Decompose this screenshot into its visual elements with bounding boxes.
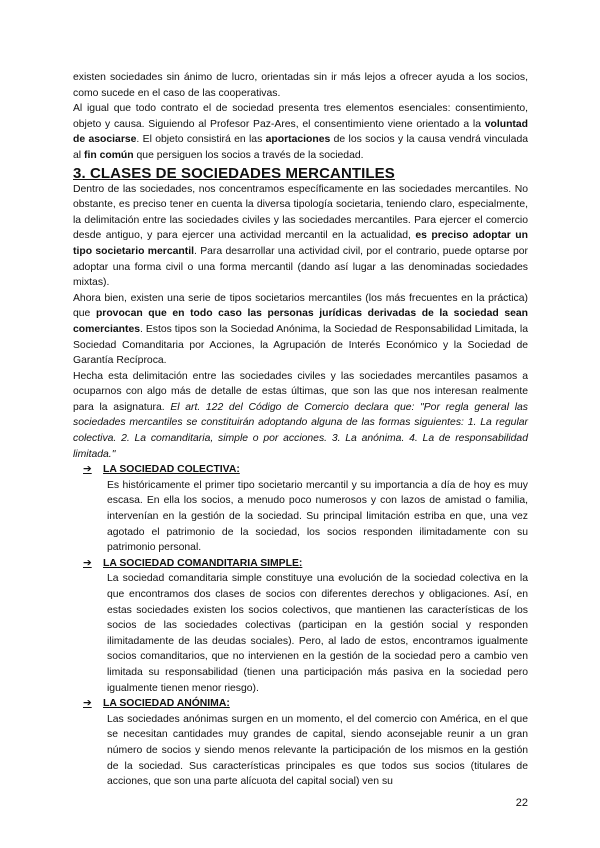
bold-run: aportaciones — [265, 134, 331, 146]
document-page — [73, 70, 528, 790]
bullet-heading-colectiva — [83, 462, 528, 478]
text-run: de los socios y la causa vendrá vinculada al — [73, 134, 528, 161]
section-paragraph-2 — [73, 291, 528, 369]
section-paragraph-3 — [73, 369, 528, 463]
text-run: . Para desarrollar una actividad civil, por el contrario, puede optarse por adoptar una forma civil o una forma mercantil (dando así lugar a las denominadas sociedades mixtas). — [73, 245, 528, 289]
bullet-heading-anonima — [83, 696, 528, 712]
arrow-right-icon: ➔ — [83, 557, 92, 569]
text-run: Ahora bien, existen una serie de tipos societarios mercantiles (los más frecuentes en la práctica) que — [73, 292, 528, 320]
text-run: que persiguen los socios a través de la sociedad. — [133, 149, 364, 161]
bullet-heading-text: LA SOCIEDAD COMANDITARIA SIMPLE: — [103, 557, 303, 569]
bold-run: es preciso adoptar un tipo societario mercantil — [73, 230, 528, 257]
page-number: 22 — [515, 797, 528, 809]
section-heading: 3. CLASES DE SOCIEDADES MERCANTILES — [73, 164, 395, 182]
text-run: . El objeto consistirá en las — [136, 134, 266, 146]
text-run: Dentro de las sociedades, nos concentramos específicamente en las sociedades mercantiles. No obstante, es preciso tener en cuenta la diversa tipología societaria, teniendo claro, especialmente, la delimitación entre las sociedades civiles y las sociedades mercantiles. Para ejercer el comercio desde antiguo, y para ejercer una actividad mercantil en la actualidad, — [73, 183, 528, 242]
bullet-heading-text: LA SOCIEDAD ANÓNIMA: — [103, 698, 230, 710]
italic-quote: El art. 122 del Código de Comercio declara que: "Por regla general las sociedades mercantiles se constituirán adoptando alguna de las formas siguientes: 1. La regular colectiva. 2. La comanditaria, simple o por acciones. 3. La anónima. 4. La de responsabilidad limitada." — [73, 401, 528, 460]
bold-run: voluntad de asociarse — [73, 118, 528, 146]
bold-run: fin común — [83, 149, 134, 161]
text-run: Hecha esta delimitación entre las sociedades civiles y las sociedades mercantiles pasamos a ocuparnos con algo más de detalle de estas últimas, que son las que nos interesan realmente para la asignatura. — [73, 370, 528, 413]
intro-paragraph-1: existen sociedades sin ánimo de lucro, orientadas sin ir más lejos a ofrecer ayuda a los socios, como sucede en el caso de las cooperativas. — [73, 72, 528, 99]
section-paragraph-1 — [73, 182, 528, 291]
text-run: Al igual que todo contrato el de sociedad presenta tres elementos esenciales: consentimiento, objeto y causa. Siguiendo al Profesor Paz-Ares, el consentimiento viene orientado a la — [73, 103, 528, 130]
bullet-heading-text: LA SOCIEDAD COLECTIVA: — [103, 464, 240, 476]
bullet-heading-comanditaria — [83, 556, 528, 572]
text-run: . Estos tipos son la Sociedad Anónima, la Sociedad de Responsabilidad Limitada, la Sociedad Comanditaria por Acciones, la Agrupación de Interés Económico y la Sociedad de Garantía Recíproca. — [73, 323, 528, 367]
bold-run: provocan que en todo caso las personas jurídicas derivadas de la sociedad sean comerciantes — [73, 308, 528, 335]
bullet-text-comanditaria: La sociedad comanditaria simple constituye una evolución de la sociedad colectiva en la que encontramos dos clases de socios con diferentes derechos y obligaciones. Así, en estas sociedades existen los socios colectivos, que mantienen las características de los socios de las sociedades colectivas (participan en la gestión social y responden ilimitadamente de las deudas sociales). Pero, al lado de estos, encontramos igualmente socios comanditarios, que no intervienen en la gestión de la sociedad pero a cambio ven limitada su responsabilidad (tienen una participación más pasiva en la sociedad pero igualmente tienen menor riesgo). — [107, 573, 528, 694]
bullet-text-anonima: Las sociedades anónimas surgen en un momento, el del comercio con América, en el que se necesitan cantidades muy grandes de capital, siendo aconsejable reunir a un gran número de socios y siendo menos relevante la participación de los mismos en la gestión de la sociedad. Sus características principales es que todos sus socios (titulares de acciones, que son una parte alícuota del capital social) ven su — [107, 713, 528, 788]
arrow-right-icon: ➔ — [83, 464, 92, 476]
arrow-right-icon: ➔ — [83, 698, 92, 710]
intro-paragraph-2 — [73, 101, 528, 163]
bullet-text-colectiva: Es históricamente el primer tipo societario mercantil y su importancia a día de hoy es muy escasa. En ella los socios, a menudo poco numerosos y con lazos de amistad o familia, intervenían en la gestión de la sociedad. Su principal limitación estriba en que, una vez agotado el patrimonio de la sociedad, los socios responden ilimitadamente con su patrimonio personal. — [107, 479, 528, 554]
